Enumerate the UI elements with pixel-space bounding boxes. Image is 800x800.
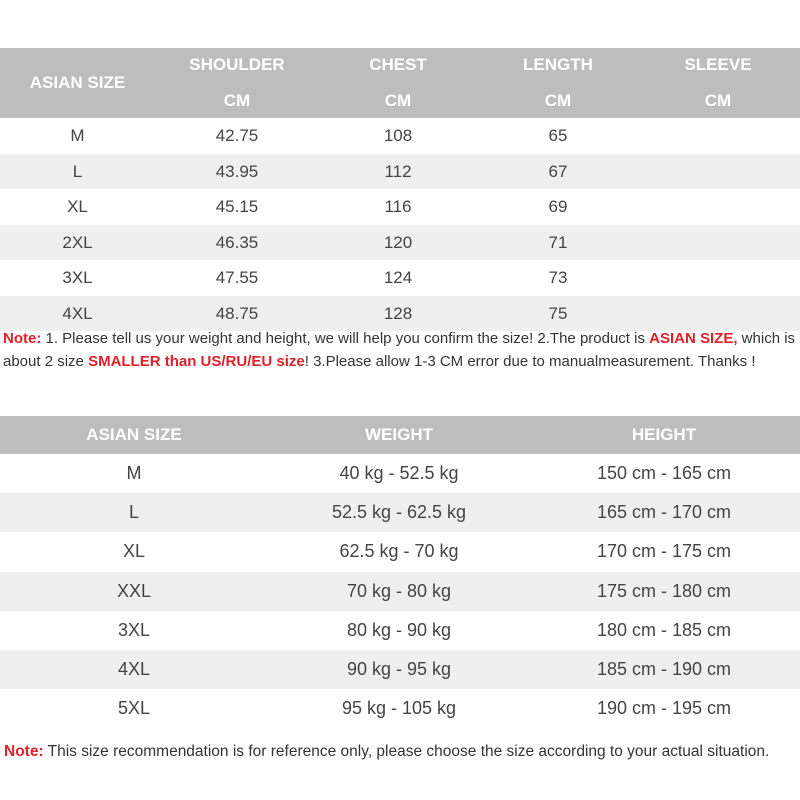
cell-weight: 40 kg - 52.5 kg <box>339 463 459 483</box>
cell-size: L <box>72 161 83 181</box>
header-sleeve: SLEEVE CM <box>684 55 752 110</box>
note-highlight-asian-size: ASIAN SIZE, <box>649 330 738 347</box>
size-chart-table <box>0 48 800 331</box>
cell-size: XL <box>122 541 146 562</box>
note-text-3: ! 3.Please allow 1-3 CM error due to manualmeasurement. Thanks ! <box>304 352 756 370</box>
cell-height: 185 cm - 190 cm <box>596 658 732 679</box>
note-text: This size recommendation is for reference only, please choose the size according to your actual situation. <box>43 743 770 760</box>
cell-length: 71 <box>548 232 568 252</box>
cell-shoulder: 42.75 <box>215 126 259 145</box>
cell-weight: 90 kg - 95 kg <box>346 658 452 679</box>
cell-shoulder: 48.75 <box>215 303 259 323</box>
cell-size: L <box>128 502 139 523</box>
cell-weight: 62.5 kg - 70 kg <box>339 541 459 562</box>
cell-chest: 116 <box>384 197 412 216</box>
cell-size: M <box>126 463 142 483</box>
header-shoulder: SHOULDER CM <box>189 55 285 110</box>
table-row <box>0 189 800 225</box>
cell-size: 4XL <box>62 303 93 323</box>
cell-chest: 112 <box>384 161 412 181</box>
cell-chest: 108 <box>383 126 413 145</box>
note-highlight-smaller: SMALLER than US/RU/EU size <box>88 352 305 370</box>
header-length: LENGTH CM <box>523 55 593 110</box>
header-asian-size: ASIAN SIZE <box>86 425 182 444</box>
cell-length: 67 <box>548 161 568 181</box>
header-chest: CHEST CM <box>369 55 427 110</box>
cell-weight: 70 kg - 80 kg <box>346 580 452 601</box>
table-row <box>0 572 800 611</box>
note-label: Note: <box>3 330 42 347</box>
note-text-2: which is about 2 size <box>3 330 796 370</box>
cell-weight: 80 kg - 90 kg <box>346 619 452 640</box>
table-row <box>0 296 800 332</box>
cell-chest: 124 <box>383 268 413 287</box>
cell-size: 5XL <box>117 698 151 719</box>
recommendation-note <box>4 740 794 764</box>
weight-height-table <box>0 416 800 728</box>
cell-size: XXL <box>116 580 152 601</box>
header-asian-size: ASIAN SIZE <box>29 73 126 92</box>
table-row <box>0 454 800 493</box>
cell-size: 3XL <box>117 619 151 640</box>
cell-length: 73 <box>548 268 568 287</box>
table-row <box>0 225 800 261</box>
cell-weight: 95 kg - 105 kg <box>341 698 457 719</box>
cell-shoulder: 46.35 <box>215 232 259 252</box>
cell-shoulder: 45.15 <box>215 197 259 216</box>
cell-size: 4XL <box>117 658 151 679</box>
cell-chest: 128 <box>383 303 413 323</box>
size-note <box>3 328 798 373</box>
header-height: HEIGHT <box>631 425 697 444</box>
cell-length: 65 <box>548 126 568 145</box>
cell-size: 3XL <box>62 268 93 287</box>
cell-size: XL <box>67 197 88 216</box>
note-text-1: 1. Please tell us your weight and height, we will help you confirm the size! 2.The product is <box>41 330 650 347</box>
table-row <box>0 611 800 650</box>
cell-height: 190 cm - 195 cm <box>596 698 732 719</box>
cell-weight: 52.5 kg - 62.5 kg <box>331 502 467 523</box>
cell-chest: 120 <box>383 232 413 252</box>
weight-table-header <box>0 416 800 454</box>
cell-size: M <box>70 126 85 145</box>
cell-length: 75 <box>548 303 568 323</box>
cell-shoulder: 43.95 <box>215 161 259 181</box>
cell-height: 150 cm - 165 cm <box>596 463 732 483</box>
cell-shoulder: 47.55 <box>215 268 259 287</box>
cell-length: 69 <box>548 197 568 216</box>
size-chart-header <box>0 48 800 118</box>
table-row <box>0 118 800 154</box>
cell-height: 170 cm - 175 cm <box>596 541 732 562</box>
cell-height: 175 cm - 180 cm <box>596 580 732 601</box>
table-row <box>0 689 800 728</box>
header-weight: WEIGHT <box>365 425 433 444</box>
table-row <box>0 260 800 296</box>
cell-size: 2XL <box>62 232 93 252</box>
table-row <box>0 154 800 190</box>
cell-height: 165 cm - 170 cm <box>596 502 732 523</box>
table-row <box>0 650 800 689</box>
table-row <box>0 493 800 532</box>
cell-height: 180 cm - 185 cm <box>596 619 732 640</box>
table-row <box>0 532 800 571</box>
note-label: Note: <box>4 743 44 760</box>
